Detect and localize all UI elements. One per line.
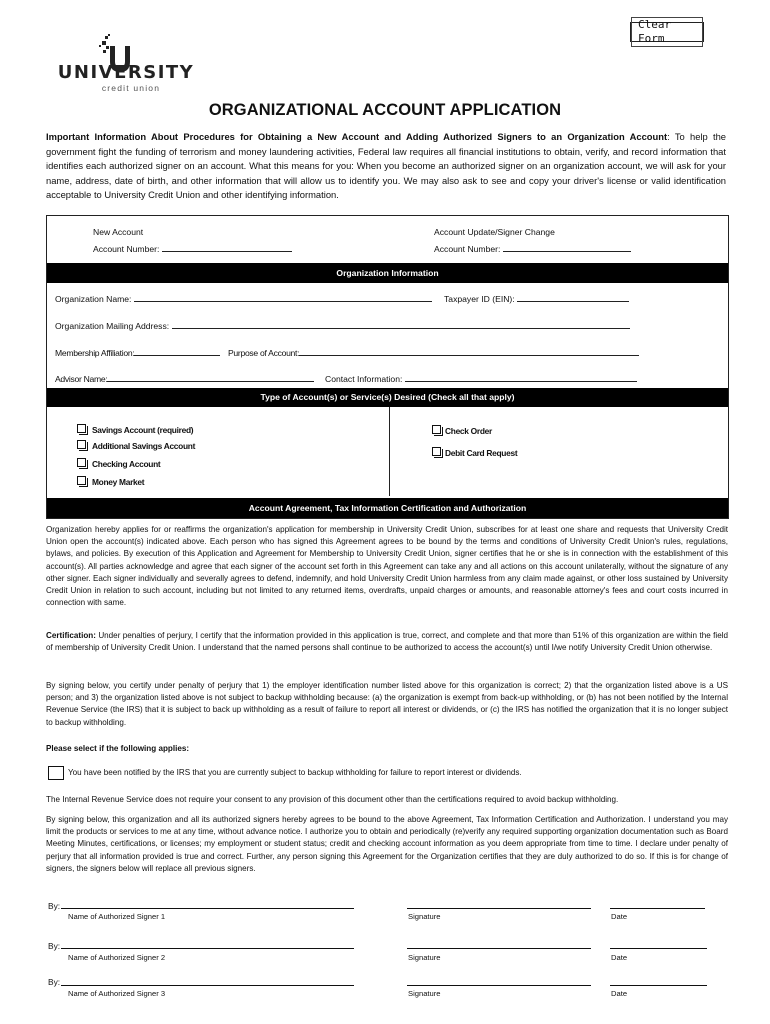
advisor-name-row: Advisor Name: — [55, 373, 314, 384]
purpose-field[interactable] — [299, 347, 639, 356]
account-update-label: Account Update/Signer Change — [434, 227, 555, 237]
backup-withholding-paragraph: By signing below, you certify under penalty of perjury that 1) the employer identification number listed above for this organization is correct; 2) that the organization listed above is a US person; and 3) the organization listed above is not subject to backup withholding because: (a) the organization is exempt from back-up withholding, or (b) has not been notified by the Internal Revenue Service (the IRS) that it is subject to back up withholding as a result of failure to report all interest or dividends, or (c) the IRS has notified the organization that it is no longer subject to backup withholding. — [46, 681, 728, 727]
certification-paragraph: Certification: Under penalties of perjury, I certify that the information provided in this application is true, correct, and complete and that more than 51% of this organization are within the field of membership of University Credit Union. I understand that the named persons shall continue to be authorized to access the account(s) until I/we notify University Credit Union otherwise. — [46, 631, 728, 653]
organization-name-field[interactable] — [134, 293, 432, 302]
signer-3-name-field[interactable] — [61, 985, 354, 986]
select-applies-label: Please select if the following applies: — [46, 744, 190, 753]
page-title: ORGANIZATIONAL ACCOUNT APPLICATION — [208, 101, 562, 119]
organization-information-header: Organization Information — [47, 263, 728, 283]
account-type-header: Type of Account(s) or Service(s) Desired (Check all that apply) — [47, 388, 728, 407]
additional-savings-checkbox[interactable] — [77, 440, 86, 449]
contact-information-field[interactable] — [405, 373, 637, 382]
membership-affiliation-row: Membership Affiliation: — [55, 347, 220, 358]
signing-agreement-paragraph: By signing below, this organization and all its authorized signers hereby agrees to be bound to the above Agreement, Tax Information Certification and Authorization. I understand you may limit the products or services to me at any time, without advance notice. I authorize you to obtain and periodically (re)verify any required supporting organization documentation such as Board Meeting Minutes, certifications, or licenses; my employment or student status; credit and checking account information as you deem appropriate from time to time. I declare under penalty of perjury that all information provided is true and correct. Further, any person signing this Agreement for the Organization certifies that they are duly authorized to do so. If this is for change of signers, the signers below will replace all previous signers. — [46, 815, 728, 873]
signer-1-signature-field[interactable] — [407, 908, 591, 909]
savings-account-label: Savings Account (required) — [92, 425, 194, 435]
money-market-checkbox[interactable] — [77, 476, 86, 485]
check-order-label: Check Order — [445, 426, 492, 436]
debit-card-label: Debit Card Request — [445, 448, 518, 458]
mailing-address-field[interactable] — [172, 320, 630, 329]
application-form-box — [46, 215, 729, 519]
debit-card-checkbox[interactable] — [432, 447, 441, 456]
checking-account-label: Checking Account — [92, 459, 161, 469]
purpose-row: Purpose of Account: — [228, 347, 639, 358]
mailing-address-row: Organization Mailing Address: — [55, 320, 630, 331]
new-account-label: New Account — [93, 227, 144, 237]
signer-2-date-field[interactable] — [610, 948, 707, 949]
taxpayer-id-field[interactable] — [517, 293, 629, 302]
irs-notice-label: You have been notified by the IRS that you are currently subject to backup withholding for failure to report interest or dividends. — [68, 768, 522, 777]
irs-consent-text: The Internal Revenue Service does not require your consent to any provision of this document other than the certifications required to avoid backup withholding. — [46, 795, 619, 804]
savings-account-checkbox[interactable] — [77, 424, 86, 433]
agreement-header: Account Agreement, Tax Information Certification and Authorization — [47, 498, 728, 518]
organization-name-row: Organization Name: — [55, 293, 432, 304]
signer-2-signature-field[interactable] — [407, 948, 591, 949]
clear-form-button[interactable]: Clear Form — [630, 22, 704, 42]
check-order-checkbox[interactable] — [432, 425, 441, 434]
membership-affiliation-field[interactable] — [134, 347, 220, 356]
intro-paragraph: Important Information About Procedures for Obtaining a New Account and Adding Authorized Signers to an Organization Account: To help the government fight the funding of terrorism and money laundering activities, Federal law requires all financial institutions to obtain, verify, and record information that identifies each authorized signer on an account. What this means for you: When you become an authorized signer on an organization account, we will ask for your name, address, date of birth, and other information that will allow us to identify you. We may also ask to see and copy your driver's license or valid identification acceptable to University Credit Union and other identifying information. — [46, 131, 727, 200]
account-number-right-field[interactable] — [503, 243, 631, 252]
account-number-right: Account Number: — [434, 243, 631, 254]
checking-account-checkbox[interactable] — [77, 458, 86, 467]
signer-3-signature-field[interactable] — [407, 985, 591, 986]
university-credit-union-logo — [46, 32, 206, 94]
signer-1-name-field[interactable] — [61, 908, 354, 909]
taxpayer-id-row: Taxpayer ID (EIN): — [444, 293, 629, 304]
account-number-left: Account Number: — [93, 243, 292, 254]
advisor-name-field[interactable] — [107, 373, 314, 382]
signer-3-date-field[interactable] — [610, 985, 707, 986]
logo-subtitle: credit union — [101, 83, 161, 93]
irs-notice-checkbox[interactable] — [48, 766, 64, 780]
signer-2-name-field[interactable] — [61, 948, 354, 949]
logo-wordmark: UNIVERSITY — [57, 62, 195, 83]
account-number-left-field[interactable] — [162, 243, 292, 252]
services-divider — [389, 407, 390, 496]
agreement-paragraph: Organization hereby applies for or reaffirms the organization's application for membership in University Credit Union, subscribes for at least one share and requests that University Credit Union open the account(s) indicated above. Each person who has signed this Agreement agrees to be bound by the terms and conditions of University Credit Union's rules, regulations, bylaws, and policies. By execution of this Application and Agreement for Membership to University Credit Union, signer certifies that he or she is in connection with the establishment of this account(s). All parties acknowledge and agree that each signer of the account set forth in this Agreement can take any and all actions on this account unilaterally, without the signature of any other signer. Each signer individually and severally agrees to defend, indemnify, and hold University Credit Union harmless from any claim made against, or other loss sustained by University Credit Union in relation to such account, including but not limited to any returned items, overdrafts, unpaid charges or amounts, and reasonable attorney's fees and court costs incurred in connection with same. — [46, 525, 728, 608]
money-market-label: Money Market — [92, 477, 145, 487]
contact-information-row: Contact Information: — [325, 373, 637, 384]
additional-savings-label: Additional Savings Account — [92, 441, 196, 451]
signer-1-date-field[interactable] — [610, 908, 705, 909]
